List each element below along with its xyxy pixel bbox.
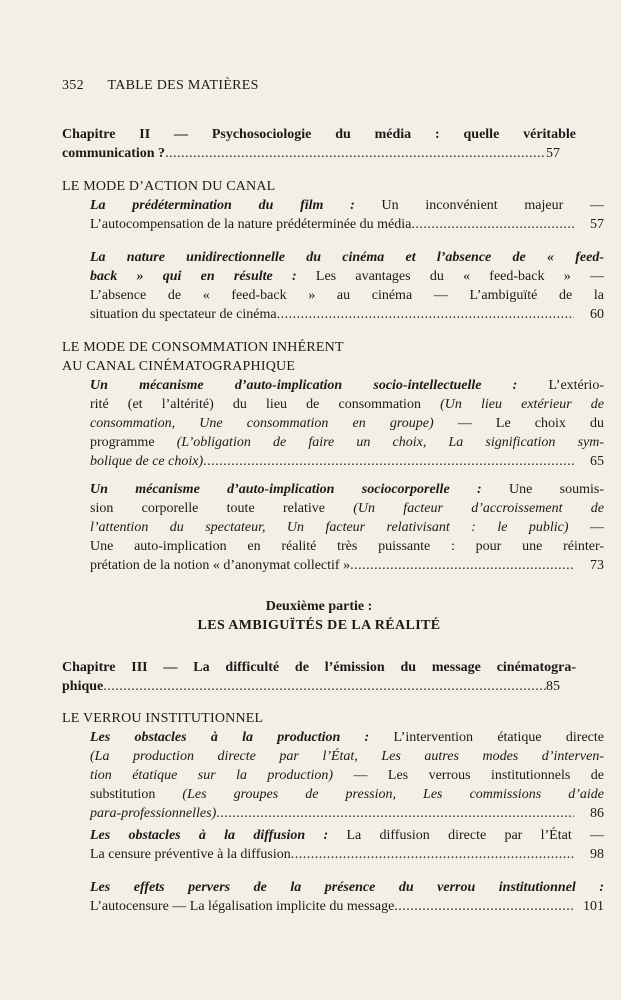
chapter-3-line-2: phique (62, 679, 104, 694)
entry-subtitle: l’attention du spectateur, Un facteur relativisant : le public) (90, 520, 569, 535)
leader-dots (103, 677, 546, 696)
running-head (62, 76, 259, 95)
page-number: 352 (62, 78, 84, 93)
entry-title: La prédétermination du film : (90, 198, 355, 213)
entry-title: Un mécanisme d’auto-implication socio-intellectuelle : (90, 378, 518, 393)
entry-page: 73 (590, 558, 604, 573)
entry-subtitle: consommation, Une consommation en groupe) (90, 416, 434, 431)
running-title: TABLE DES MATIÈRES (107, 78, 259, 93)
chapter-3-heading (62, 658, 576, 696)
entry-text: sion corporelle toute relative (90, 501, 354, 516)
entry-subtitle: (Un facteur d’accroissement de (353, 501, 604, 516)
entry-page: 98 (590, 847, 604, 862)
entry-text: La diffusion directe par l’État — (328, 828, 604, 843)
entry-subtitle: (Un lieu extérieur de (440, 397, 605, 412)
entry-title: Un mécanisme d’auto-implication sociocorporelle : (90, 482, 482, 497)
entry-text: prétation de la notion « d’anonymat collectif » (90, 558, 351, 573)
entry-text: — Le choix du (433, 416, 605, 431)
part-title: LES AMBIGUÏTÉS DE LA RÉALITÉ (197, 618, 441, 633)
section-heading-line: LE MODE DE CONSOMMATION INHÉRENT (62, 340, 344, 355)
entry-text: situation du spectateur de cinéma (90, 307, 277, 322)
section-heading: LE MODE D’ACTION DU CANAL (62, 179, 276, 194)
entry-text: Les avantages du « feed-back » — (296, 269, 604, 284)
entry-title: Les obstacles à la diffusion : (90, 828, 329, 843)
entry-text: L’autocensure — La légalisation implicite du message (90, 899, 395, 914)
entry-text: L’autocompensation de la nature prédéterminée du média (90, 217, 412, 232)
entry-text: L’extério- (517, 378, 604, 393)
entry-subtitle: bolique de ce choix) (90, 454, 204, 469)
chapter-3-line-1: Chapitre III — La difficulté de l’émission du message cinématogra- (62, 660, 576, 675)
chapter-2-page: 57 (546, 146, 560, 161)
entry-text: — Les verrous institutionnels de (333, 768, 604, 783)
chapter-2-line-1: Chapitre II — Psychosociologie du média : quelle véritable (62, 127, 576, 142)
entry-subtitle: (La production directe par l’État, Les autres modes d’interven- (90, 749, 604, 764)
leader-dots (165, 144, 546, 163)
section-heading: LE VERROU INSTITUTIONNEL (62, 711, 264, 726)
entry-text: Un inconvénient majeur — (354, 198, 604, 213)
entry-title: Les obstacles à la production : (90, 730, 370, 745)
entry-text: La censure préventive à la diffusion (90, 847, 291, 862)
toc-entry (62, 196, 604, 234)
toc-entry (62, 480, 604, 575)
entry-page: 101 (583, 899, 604, 914)
entry-page: 65 (590, 454, 604, 469)
entry-subtitle: (L’obligation de faire un choix, La signification sym- (176, 435, 605, 450)
toc-entry (62, 248, 604, 324)
entry-page: 86 (590, 806, 604, 821)
toc-entry (62, 878, 604, 916)
leader-dots (291, 845, 574, 864)
part-label: Deuxième partie : (265, 599, 373, 614)
entry-title: back » qui en résulte : (90, 269, 297, 284)
toc-entry (62, 826, 604, 864)
leader-dots (350, 556, 574, 575)
chapter-3-page: 85 (546, 679, 560, 694)
entry-text: L’absence de « feed-back » au cinéma — L’ambiguïté de la (90, 288, 604, 303)
leader-dots (394, 897, 574, 916)
entry-text: substitution (90, 787, 183, 802)
leader-dots (216, 804, 574, 823)
toc-entry (62, 728, 604, 823)
section-heading (62, 338, 576, 376)
entry-text: programme (90, 435, 177, 450)
entry-subtitle: (Les groupes de pression, Les commissions d’aide (182, 787, 604, 802)
entry-text: L’intervention étatique directe (369, 730, 604, 745)
section-heading-line: AU CANAL CINÉMATOGRAPHIQUE (62, 359, 296, 374)
entry-subtitle: para-professionnelles) (90, 806, 217, 821)
entry-page: 57 (590, 217, 604, 232)
entry-title: La nature unidirectionnelle du cinéma et l’absence de « feed- (90, 250, 604, 265)
entry-subtitle: tion étatique sur la production) (90, 768, 334, 783)
leader-dots (411, 215, 574, 234)
entry-text: rité (et l’altérité) du lieu de consommation (90, 397, 441, 412)
chapter-2-line-2: communication ? (62, 146, 166, 161)
entry-page: 60 (590, 307, 604, 322)
leader-dots (203, 452, 574, 471)
entry-text: Une auto-implication en réalité très puissante : pour une réinter- (90, 539, 604, 554)
entry-text: Une soumis- (481, 482, 604, 497)
leader-dots (277, 305, 574, 324)
part-heading (62, 597, 576, 635)
chapter-2-heading (62, 125, 576, 163)
toc-entry (62, 376, 604, 471)
entry-text: — (568, 520, 605, 535)
entry-title: Les effets pervers de la présence du verrou institutionnel : (90, 880, 604, 895)
